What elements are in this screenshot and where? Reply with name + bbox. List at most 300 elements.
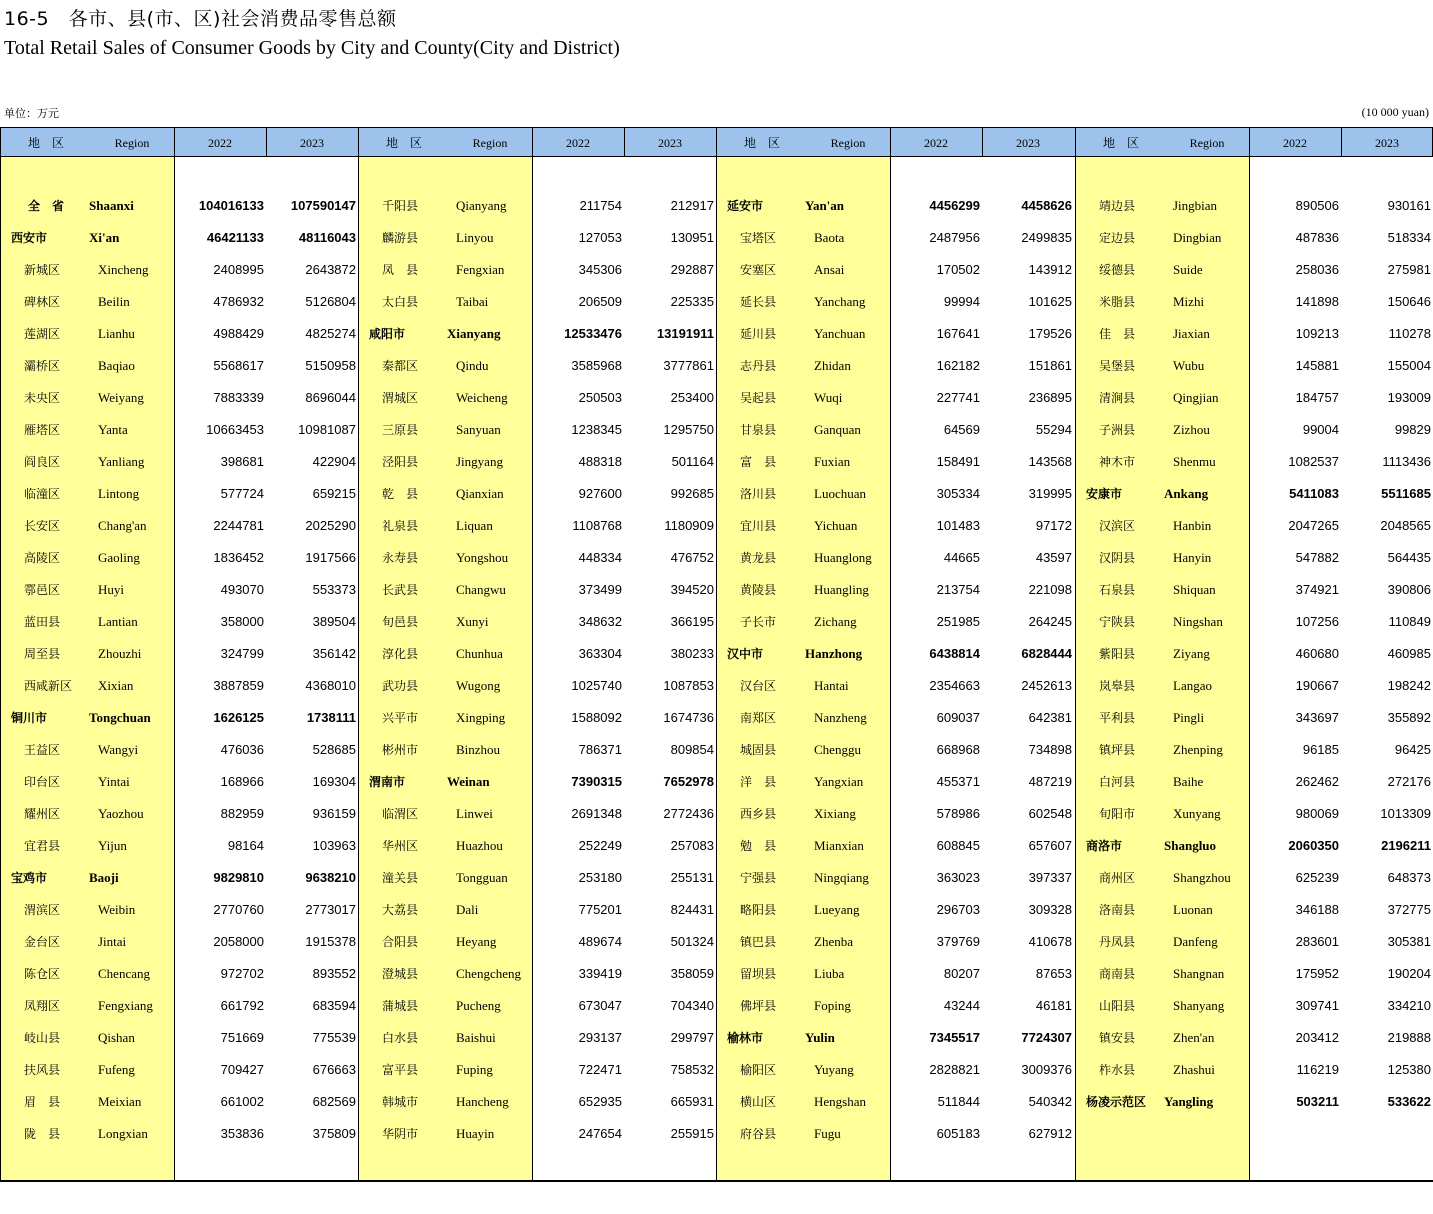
region-name-en: Liuba [814,966,845,981]
value-2022: 2047265 [1288,518,1339,533]
region-name-en: Yijun [98,838,127,853]
region-name-en: Yanchang [814,294,866,309]
region-name-en: Lueyang [814,902,860,917]
region-name-en: Xunyi [456,614,489,629]
region-name-cn: 澄城县 [382,967,419,981]
value-2022: 709427 [220,1062,264,1077]
region-name-en: Jingyang [456,454,503,469]
region-name-cn: 渭南市 [369,775,406,789]
value-2023: 389504 [312,614,356,629]
region-name-en: Yongshou [456,550,509,565]
region-name-en: Fuxian [814,454,851,469]
value-2022: 227741 [936,390,980,405]
region-name-en: Fengxian [456,262,505,277]
region-name-cn: 米脂县 [1099,295,1136,309]
value-2022: 7390315 [571,774,622,789]
header-region-en: Region [1189,136,1225,150]
value-2022: 890506 [1295,198,1339,213]
region-name-en: Huanglong [814,550,872,565]
region-name-en: Baota [814,230,845,245]
region-name-cn: 绥德县 [1099,263,1136,277]
region-name-en: Qindu [456,358,489,373]
region-name-en: Taibai [456,294,489,309]
region-name-cn: 华州区 [382,839,419,853]
value-2023: 642381 [1028,710,1072,725]
value-2023: 6828444 [1021,646,1072,661]
value-2023: 540342 [1028,1094,1072,1109]
region-name-cn: 潼关县 [382,871,419,885]
region-name-en: Hanzhong [805,646,863,661]
value-2022: 46421133 [206,230,264,245]
region-name-en: Xixiang [814,806,856,821]
value-2022: 608845 [936,838,980,853]
value-2022: 489674 [578,934,622,949]
value-2023: 1113436 [1382,454,1431,469]
value-2023: 659215 [312,486,356,501]
value-2023: 1013309 [1380,806,1431,821]
value-2023: 2025290 [305,518,356,533]
region-name-cn: 铜川市 [11,711,48,725]
region-name-cn: 西咸新区 [24,679,73,693]
value-2022: 43244 [943,998,980,1013]
header-year-2022: 2022 [208,136,232,150]
value-2022: 305334 [936,486,980,501]
region-name-cn: 黄龙县 [740,551,777,565]
region-name-en: Foping [814,998,851,1013]
region-name-en: Baoji [89,870,119,885]
header-region-en: Region [472,136,508,150]
region-name-en: Qianyang [456,198,507,213]
value-2023: 255915 [670,1126,714,1141]
region-name-en: Yuyang [814,1062,854,1077]
region-name-en: Longxian [98,1126,148,1141]
header-year-2023: 2023 [658,136,682,150]
value-2022: 107256 [1295,614,1339,629]
value-2023: 43597 [1035,550,1072,565]
value-2023: 893552 [312,966,356,981]
value-2022: 2244781 [213,518,264,533]
region-name-cn: 凤翔区 [24,999,61,1013]
value-2022: 99994 [943,294,980,309]
value-2022: 1626125 [213,710,264,725]
value-2023: 356142 [312,646,356,661]
region-name-cn: 周至县 [24,647,61,661]
value-2023: 355892 [1387,710,1431,725]
region-name-cn: 延川县 [740,327,777,341]
value-2023: 528685 [312,742,356,757]
region-name-cn: 佳 县 [1099,327,1136,341]
region-name-cn: 神木市 [1099,455,1136,469]
value-2022: 448334 [578,550,622,565]
region-name-cn: 宁陕县 [1099,615,1136,629]
value-2023: 292887 [670,262,714,277]
region-name-cn: 汉中市 [727,647,764,661]
region-name-cn: 靖边县 [1099,199,1136,213]
region-name-en: Danfeng [1173,934,1218,949]
region-name-en: Zizhou [1173,422,1210,437]
value-2022: 64569 [943,422,980,437]
value-2022: 353836 [220,1126,264,1141]
region-name-cn: 勉 县 [740,839,777,853]
value-2022: 503211 [1296,1094,1339,1109]
value-2022: 775201 [578,902,622,917]
value-2022: 661792 [220,998,264,1013]
region-name-en: Lantian [98,614,138,629]
value-2022: 625239 [1295,870,1339,885]
value-2022: 7883339 [213,390,264,405]
region-name-en: Yangxian [814,774,864,789]
value-2022: 5411083 [1289,486,1339,501]
value-2023: 151861 [1028,358,1072,373]
value-2023: 305381 [1387,934,1431,949]
region-name-en: Luochuan [814,486,866,501]
value-2022: 493070 [220,582,264,597]
value-2023: 130951 [670,230,714,245]
value-2022: 1836452 [213,550,264,565]
value-2023: 648373 [1387,870,1431,885]
region-name-cn: 宝鸡市 [11,871,48,885]
header-year-2022: 2022 [566,136,590,150]
value-2022: 373499 [578,582,622,597]
value-2022: 751669 [220,1030,264,1045]
value-2022: 578986 [936,806,980,821]
region-name-en: Linwei [456,806,493,821]
region-name-cn: 鄠邑区 [24,583,61,597]
value-2023: 125380 [1387,1062,1431,1077]
value-2023: 150646 [1387,294,1431,309]
region-name-en: Nanzheng [814,710,867,725]
value-2022: 455371 [936,774,980,789]
region-name-cn: 南郑区 [740,711,777,725]
value-2023: 9638210 [305,870,356,885]
value-2023: 372775 [1387,902,1431,917]
value-2022: 116219 [1296,1062,1339,1077]
region-name-cn: 雁塔区 [24,423,61,437]
value-2023: 13191911 [656,326,714,341]
region-name-en: Zhidan [814,358,851,373]
region-name-cn: 韩城市 [382,1095,419,1109]
value-2022: 1082537 [1288,454,1339,469]
region-name-cn: 金台区 [24,935,61,949]
region-name-en: Zhashui [1173,1062,1215,1077]
region-name-en: Suide [1173,262,1203,277]
value-2023: 5150958 [305,358,356,373]
region-name-cn: 耀州区 [24,807,61,821]
value-2022: 398681 [220,454,264,469]
region-name-cn: 汉台区 [740,679,777,693]
region-name-cn: 洛川县 [740,487,777,501]
value-2023: 775539 [312,1030,356,1045]
region-name-en: Yanliang [98,454,145,469]
value-2022: 4456299 [929,198,980,213]
region-name-cn: 长武县 [382,583,419,597]
value-2023: 422904 [312,454,356,469]
value-2023: 4368010 [305,678,356,693]
region-name-cn: 山阳县 [1099,999,1136,1013]
value-2023: 87653 [1035,966,1072,981]
value-2023: 5511685 [1381,486,1431,501]
value-2022: 251985 [936,614,980,629]
header-year-2023: 2023 [300,136,324,150]
region-name-en: Tongchuan [89,710,151,725]
header-year-2023: 2023 [1016,136,1040,150]
region-name-en: Qianxian [456,486,504,501]
region-name-cn: 丹凤县 [1099,935,1136,949]
value-2023: 257083 [670,838,714,853]
region-name-en: Qingjian [1173,390,1219,405]
value-2023: 309328 [1028,902,1072,917]
region-name-cn: 平利县 [1099,711,1136,725]
value-2023: 55294 [1035,422,1072,437]
region-name-cn: 白河县 [1099,775,1136,789]
region-name-cn: 渭滨区 [24,903,61,917]
region-name-cn: 秦都区 [382,359,419,373]
value-2023: 366195 [670,614,714,629]
value-2022: 2487956 [929,230,980,245]
region-name-en: Shenmu [1173,454,1216,469]
value-2023: 682569 [312,1094,356,1109]
value-2022: 96185 [1302,742,1339,757]
value-2023: 110278 [1388,326,1431,341]
value-2023: 143568 [1028,454,1072,469]
region-name-en: Hanyin [1173,550,1212,565]
value-2023: 2196211 [1381,838,1431,853]
region-name-en: Fufeng [98,1062,135,1077]
region-name-en: Langao [1173,678,1212,693]
value-2022: 293137 [578,1030,622,1045]
page-title-en: Total Retail Sales of Consumer Goods by City and County(City and District) [4,37,620,59]
region-name-en: Lintong [98,486,140,501]
region-name-cn: 长安区 [24,519,61,533]
value-2022: 609037 [936,710,980,725]
region-name-en: Sanyuan [456,422,501,437]
region-name-cn: 武功县 [382,679,419,693]
value-2023: 155004 [1387,358,1431,373]
value-2023: 518334 [1387,230,1431,245]
value-2022: 252249 [578,838,622,853]
value-2023: 3777861 [663,358,714,373]
value-2022: 363304 [578,646,622,661]
value-2022: 511844 [937,1094,980,1109]
unit-label-en: (10 000 yuan) [1361,105,1429,119]
value-2022: 1108768 [572,518,622,533]
value-2022: 247654 [578,1126,622,1141]
value-2022: 213754 [936,582,980,597]
unit-label-cn: 单位：万元 [4,107,59,120]
value-2022: 339419 [578,966,622,981]
value-2022: 162182 [936,358,980,373]
value-2023: 212917 [670,198,714,213]
value-2022: 2354663 [929,678,980,693]
value-2023: 99829 [1394,422,1431,437]
region-name-cn: 千阳县 [382,199,419,213]
region-name-cn: 碑林区 [24,295,61,309]
value-2023: 936159 [312,806,356,821]
value-2023: 48116043 [298,230,356,245]
region-name-en: Weicheng [456,390,508,405]
value-2022: 10663453 [206,422,264,437]
region-name-en: Yaozhou [98,806,144,821]
value-2023: 103963 [312,838,356,853]
region-name-cn: 扶风县 [24,1063,61,1077]
region-name-cn: 石泉县 [1099,583,1136,597]
value-2022: 258036 [1295,262,1339,277]
region-name-cn: 商南县 [1099,967,1136,981]
region-name-en: Zhouzhi [98,646,142,661]
value-2022: 346188 [1295,902,1339,917]
region-name-en: Zhen'an [1173,1030,1215,1045]
region-name-cn: 安塞区 [740,263,777,277]
region-name-cn: 印台区 [24,775,61,789]
region-name-cn: 华阴市 [382,1127,419,1141]
region-name-en: Fuping [456,1062,493,1077]
region-name-cn: 新城区 [24,263,61,277]
region-name-cn: 宜君县 [24,839,61,853]
region-name-cn: 城固县 [740,743,777,757]
value-2023: 275981 [1387,262,1431,277]
value-2022: 127053 [578,230,622,245]
value-2022: 2408995 [213,262,264,277]
region-name-cn: 泾阳县 [382,455,419,469]
region-name-cn: 莲湖区 [24,327,61,341]
value-2022: 488318 [578,454,622,469]
region-name-en: Hengshan [814,1094,866,1109]
region-name-en: Xianyang [447,326,501,341]
region-name-cn: 定边县 [1099,231,1136,245]
region-name-en: Xixian [98,678,134,693]
value-2023: 179526 [1028,326,1072,341]
region-name-cn: 洛南县 [1099,903,1136,917]
region-name-en: Wangyi [98,742,139,757]
value-2022: 4786932 [213,294,264,309]
region-name-cn: 宜川县 [740,519,777,533]
region-name-en: Hancheng [456,1094,509,1109]
value-2022: 7345517 [929,1030,980,1045]
region-name-en: Beilin [98,294,130,309]
value-2022: 203412 [1295,1030,1339,1045]
value-2022: 1025740 [571,678,622,693]
value-2023: 390806 [1387,582,1431,597]
region-name-cn: 西乡县 [740,807,777,821]
region-name-en: Yanchuan [814,326,866,341]
region-name-en: Weinan [447,774,490,789]
value-2022: 652935 [578,1094,622,1109]
value-2023: 169304 [312,774,356,789]
value-2022: 605183 [936,1126,980,1141]
value-2022: 379769 [936,934,980,949]
region-name-cn: 旬阳市 [1099,807,1136,821]
value-2022: 6438814 [929,646,980,661]
table-bottom-rule [0,1180,1433,1182]
value-2023: 219888 [1387,1030,1431,1045]
region-name-cn: 全 省 [28,199,65,213]
region-name-en: Ansai [814,262,845,277]
value-2022: 927600 [578,486,622,501]
region-name-en: Pingli [1173,710,1205,725]
region-name-en: Ziyang [1173,646,1210,661]
region-name-cn: 蒲城县 [382,999,419,1013]
value-2022: 250503 [578,390,622,405]
region-name-cn: 彬州市 [382,743,419,757]
region-name-en: Ningshan [1173,614,1223,629]
region-name-en: Baishui [456,1030,496,1045]
value-2022: 145881 [1295,358,1339,373]
value-2023: 602548 [1028,806,1072,821]
value-2022: 345306 [578,262,622,277]
region-name-en: Fugu [814,1126,841,1141]
header-region-cn: 地 区 [386,136,423,150]
region-name-cn: 府谷县 [740,1127,777,1141]
value-2023: 143912 [1028,262,1072,277]
value-2022: 980069 [1295,806,1339,821]
region-name-en: Zichang [814,614,857,629]
region-name-cn: 白水县 [382,1031,419,1045]
value-2023: 10981087 [298,422,356,437]
value-2023: 97172 [1035,518,1072,533]
value-2022: 661002 [220,1094,264,1109]
region-name-cn: 咸阳市 [369,327,406,341]
region-name-cn: 淳化县 [382,647,419,661]
value-2023: 46181 [1035,998,1072,1013]
region-name-cn: 王益区 [24,743,61,757]
value-2023: 930161 [1387,198,1431,213]
value-2022: 158491 [936,454,980,469]
header-year-2023: 2023 [1375,136,1399,150]
value-2023: 299797 [670,1030,714,1045]
value-2022: 577724 [220,486,264,501]
region-name-en: Yangling [1164,1094,1214,1109]
value-2023: 2452613 [1021,678,1072,693]
value-2023: 627912 [1028,1126,1072,1141]
value-2022: 363023 [936,870,980,885]
region-name-cn: 清涧县 [1099,391,1136,405]
region-name-cn: 榆阳区 [740,1063,777,1077]
value-2022: 2060350 [1288,838,1339,853]
value-2023: 397337 [1028,870,1072,885]
value-2023: 4825274 [305,326,356,341]
header-year-2022: 2022 [924,136,948,150]
region-name-cn: 紫阳县 [1099,647,1136,661]
region-name-cn: 吴起县 [740,391,777,405]
region-name-en: Meixian [98,1094,142,1109]
region-name-cn: 三原县 [382,423,419,437]
region-name-en: Yan'an [805,198,845,213]
value-2023: 110849 [1388,614,1431,629]
region-name-cn: 商州区 [1099,871,1136,885]
region-name-cn: 大荔县 [382,903,419,917]
region-name-cn: 子洲县 [1099,423,1136,437]
value-2022: 5568617 [213,358,264,373]
region-name-cn: 汉阴县 [1099,551,1136,565]
region-name-en: Gaoling [98,550,140,565]
value-2022: 882959 [220,806,264,821]
value-2022: 184757 [1295,390,1339,405]
value-2022: 460680 [1295,646,1339,661]
region-name-en: Huayin [456,1126,495,1141]
region-name-cn: 兴平市 [382,711,419,725]
region-name-en: Binzhou [456,742,501,757]
value-2022: 348632 [578,614,622,629]
region-name-cn: 阎良区 [24,455,61,469]
region-name-en: Weiyang [98,390,144,405]
region-name-en: Ganquan [814,422,861,437]
value-2023: 734898 [1028,742,1072,757]
region-name-en: Jingbian [1173,198,1218,213]
value-2022: 168966 [220,774,264,789]
value-2022: 9829810 [213,870,264,885]
value-2023: 101625 [1028,294,1072,309]
region-name-en: Yichuan [814,518,858,533]
